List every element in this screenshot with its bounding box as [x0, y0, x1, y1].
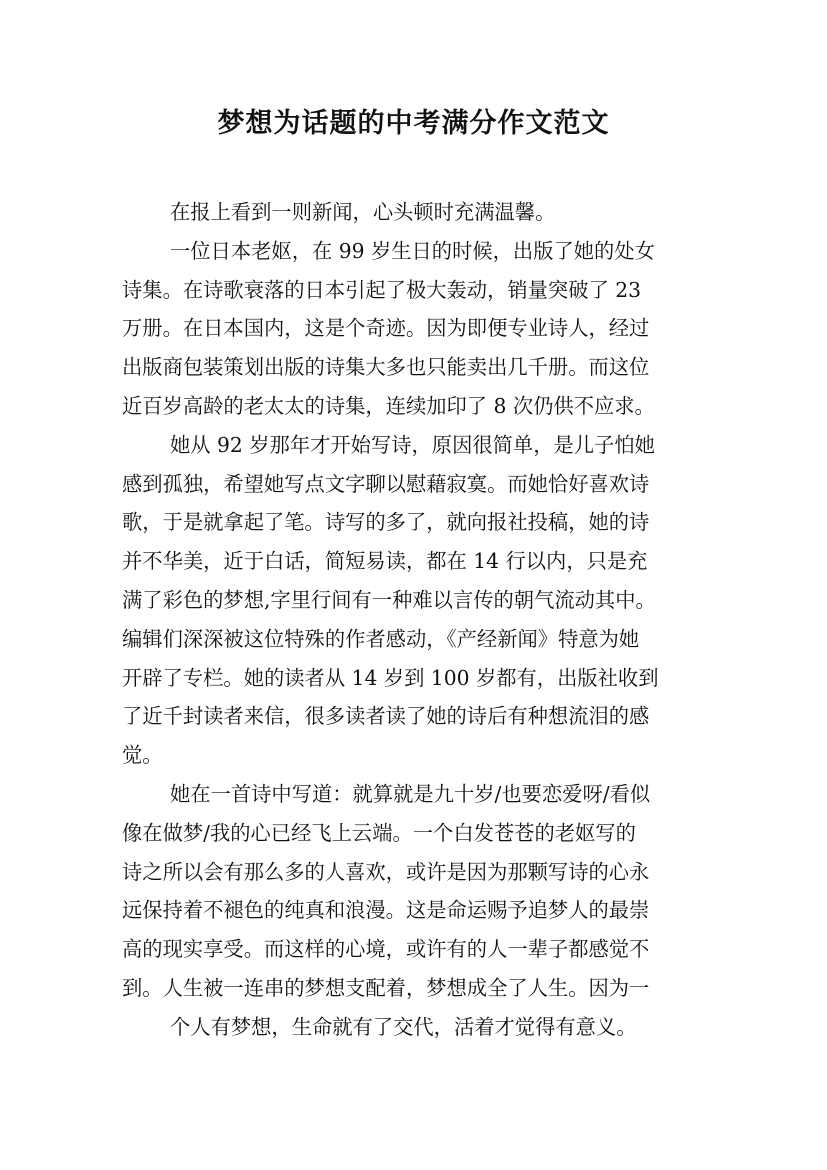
text-line: 诗之所以会有那么多的人喜欢，或许是因为那颗写诗的心永 — [122, 859, 650, 884]
text-line: 感到孤独，希望她写点文字聊以慰藉寂寞。而她恰好喜欢诗 — [122, 471, 650, 496]
text-line: 近百岁高龄的老太太的诗集，连续加印了 8 次仍供不应求。 — [122, 393, 655, 418]
text-line: 像在做梦/我的心已经飞上云端。一个白发苍苍的老妪写的 — [122, 820, 636, 845]
text-line: 她在一首诗中写道：就算就是九十岁/也要恋爱呀/看似 — [170, 781, 651, 806]
text-line: 远保持着不褪色的纯真和浪漫。这是命运赐予追梦人的最崇 — [122, 898, 650, 923]
text-line: 万册。在日本国内，这是个奇迹。因为即便专业诗人，经过 — [122, 316, 650, 341]
document-title: 梦想为话题的中考满分作文范文 — [217, 108, 610, 139]
text-line: 个人有梦想，生命就有了交代，活着才觉得有意义。 — [170, 1014, 637, 1039]
text-line: 歌，于是就拿起了笔。诗写的多了，就向报社投稿，她的诗 — [122, 510, 650, 535]
text-line: 开辟了专栏。她的读者从 14 岁到 100 岁都有，出版社收到 — [122, 665, 659, 690]
text-line: 高的现实享受。而这样的心境，或许有的人一辈子都感觉不 — [122, 937, 650, 962]
text-line: 觉。 — [122, 743, 163, 768]
text-line: 满了彩色的梦想,字里行间有一种难以言传的朝气流动其中。 — [122, 587, 656, 612]
text-line: 到。人生被一连串的梦想支配着，梦想成全了人生。因为一 — [122, 975, 650, 1000]
text-line: 并不华美，近于白话，简短易读，都在 14 行以内，只是充 — [122, 549, 648, 574]
text-line: 编辑们深深被这位特殊的作者感动，《产经新闻》特意为她 — [122, 626, 640, 651]
text-line: 在报上看到一则新闻，心头顿时充满温馨。 — [170, 200, 556, 224]
text-line: 诗集。在诗歌衰落的日本引起了极大轰动，销量突破了 23 — [122, 277, 642, 302]
text-line: 她从 92 岁那年才开始写诗，原因很简单，是儿子怕她 — [170, 432, 655, 457]
document-body — [122, 193, 722, 1047]
text-line: 出版商包装策划出版的诗集大多也只能卖出几千册。而这位 — [122, 355, 650, 380]
text-line: 一位日本老妪，在 99 岁生日的时候，出版了她的处女 — [170, 238, 655, 263]
text-line: 了近千封读者来信，很多读者读了她的诗后有种想流泪的感 — [122, 704, 650, 729]
